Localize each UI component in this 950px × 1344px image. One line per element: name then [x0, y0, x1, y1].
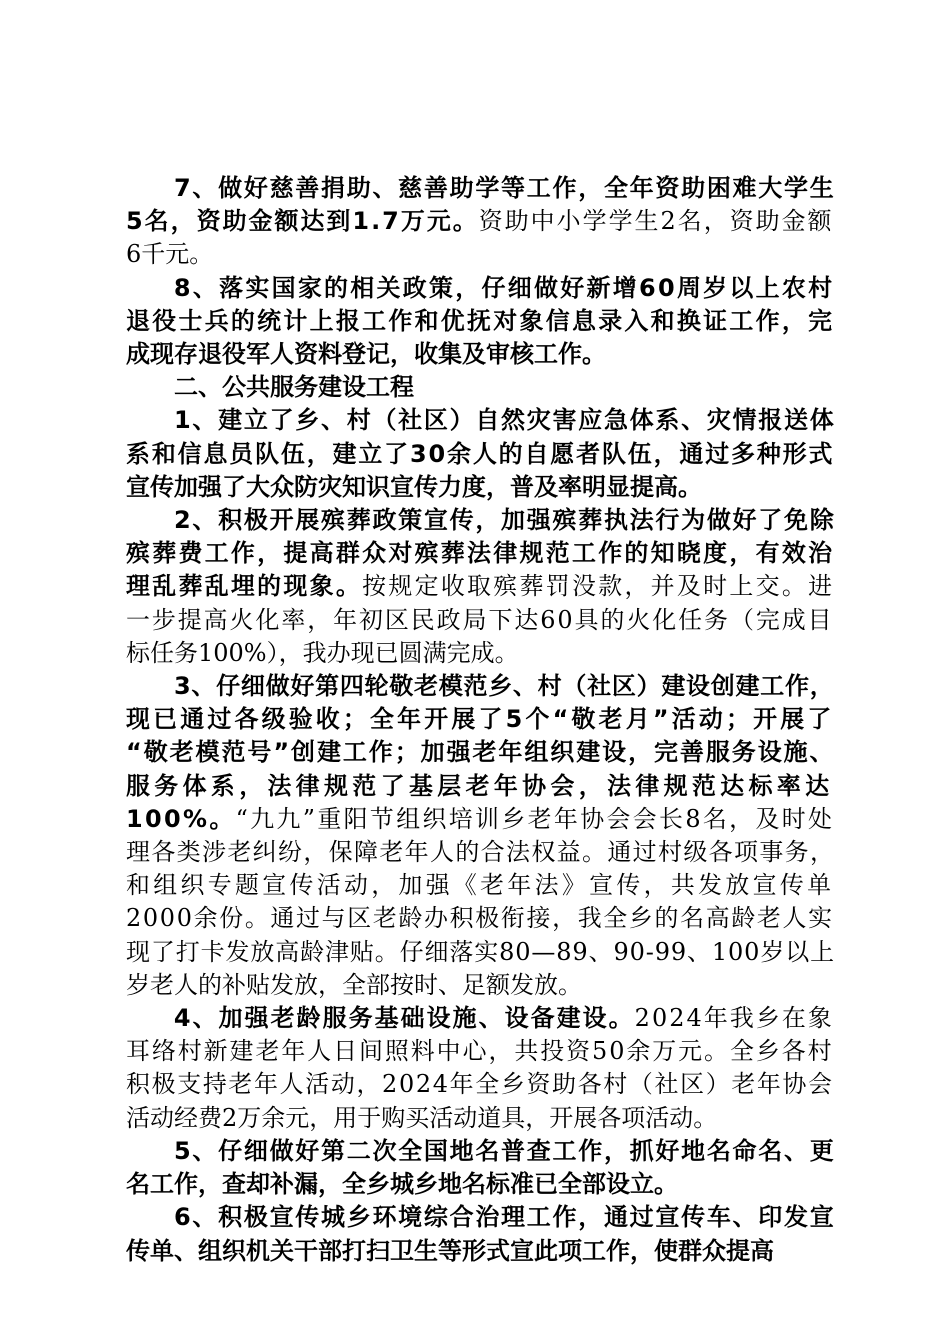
- text-line: [126, 803, 835, 836]
- text-segment: 6千元。: [126, 240, 214, 269]
- text-line: [126, 438, 835, 471]
- document-page: [126, 172, 834, 1268]
- text-line: [126, 604, 832, 637]
- text-line: [126, 770, 834, 803]
- text-line: [126, 670, 834, 703]
- text-segment: 宣传加强了大众防灾知识宣传力度，普及率明显提高。: [126, 472, 702, 501]
- paragraph-s5: [126, 1135, 834, 1201]
- text-segment: 标任务100%），我办现已圆满完成。: [126, 638, 519, 667]
- text-segment: 100%。: [126, 804, 236, 833]
- paragraph-s6: [126, 1201, 834, 1267]
- text-line: [126, 637, 834, 670]
- text-line: [126, 205, 832, 238]
- text-segment: 7、做好慈善捐助、慈善助学等工作，全年资助困难大学生: [174, 174, 836, 202]
- text-line: [126, 936, 834, 969]
- paragraph-s1: [126, 404, 834, 504]
- text-line: [126, 1002, 832, 1035]
- text-line: [126, 1168, 834, 1201]
- text-segment: 理各类涉老纠纷，保障老年人的合法权益。通过村级各项事务，: [126, 838, 836, 867]
- text-segment: 岁老人的补贴发放，全部按时、足额发放。: [126, 970, 582, 999]
- paragraph-p7: [126, 172, 834, 272]
- text-line: [126, 1102, 834, 1135]
- text-segment: 1、建立了乡、村（社区）自然灾害应急体系、灾情报送体: [174, 406, 836, 435]
- text-segment: 传单、组织机关干部打扫卫生等形式宣此项工作，使群众提高: [126, 1236, 774, 1265]
- text-line: [126, 504, 834, 537]
- text-segment: 名工作，查却补漏，全乡城乡地名标准已全部设立。: [126, 1170, 678, 1199]
- text-line: [126, 869, 835, 902]
- paragraph-s4: [126, 1002, 834, 1135]
- text-segment: 4、加强老龄服务基础设施、设备建设。: [173, 1004, 635, 1033]
- paragraph-p8: [126, 272, 834, 372]
- text-line: [126, 1235, 834, 1268]
- text-segment: 5名，资助金额达到1.7万元。: [126, 207, 479, 236]
- text-line: [126, 338, 834, 371]
- text-line: [126, 836, 834, 869]
- text-segment: 现已通过各级验收；全年开展了5个“敬老月”活动；开展了: [126, 705, 835, 734]
- paragraph-h2: [126, 371, 834, 404]
- text-segment: 2000余份。通过与区老龄办积极衔接，我全乡的名高龄老人实: [126, 904, 834, 933]
- text-segment: 5、仔细做好第二次全国地名普查工作，抓好地名命名、更: [174, 1136, 836, 1165]
- text-segment: 资助中小学学生2名，资助金额: [478, 207, 834, 236]
- text-segment: 耳络村新建老年人日间照料中心，共投资50余万元。全乡各村: [126, 1037, 834, 1066]
- text-line: [126, 537, 835, 570]
- text-line: [126, 1068, 832, 1101]
- text-line: [126, 172, 834, 205]
- text-line: [126, 736, 834, 769]
- text-line: [126, 404, 834, 437]
- text-line: [126, 238, 834, 271]
- text-line: [126, 371, 834, 404]
- text-segment: 和组织专题宣传活动，加强《老年法》宣传，共发放宣传单: [126, 871, 835, 900]
- text-line: [126, 969, 834, 1002]
- text-segment: 2024年我乡在象: [634, 1004, 834, 1033]
- text-segment: 成现存退役军人资料登记，收集及审核工作。: [126, 340, 606, 369]
- text-line: [126, 272, 835, 305]
- text-line: [126, 1035, 832, 1068]
- text-segment: “九九”重阳节组织培训乡老年协会会长8名，及时处: [235, 804, 835, 833]
- text-segment: 殡葬费工作，提高群众对殡葬法律规范工作的知晓度，有效治: [126, 539, 835, 568]
- text-segment: 按规定收取殡葬罚没款，并及时上交。进: [362, 572, 835, 601]
- text-segment: 一步提高火化率，年初区民政局下达60具的火化任务（完成目: [126, 605, 834, 634]
- text-line: [126, 305, 835, 338]
- text-segment: 积极支持老年人活动，2024年全乡资助各村（社区）老年协会: [126, 1070, 834, 1099]
- text-segment: 3、仔细做好第四轮敬老模范乡、村（社区）建设创建工作，: [174, 672, 835, 701]
- text-line: [126, 1135, 834, 1168]
- text-segment: 6、积极宣传城乡环境综合治理工作，通过宣传车、印发宣: [174, 1203, 836, 1232]
- text-line: [126, 570, 835, 603]
- text-segment: 服务体系，法律规范了基层老年协会，法律规范达标率达: [126, 771, 834, 800]
- text-line: [126, 1201, 834, 1234]
- text-segment: 理乱葬乱埋的现象。: [126, 572, 363, 601]
- paragraph-s2: [126, 504, 834, 670]
- text-segment: 活动经费2万余元，用于购买活动道具，开展各项活动。: [126, 1103, 718, 1132]
- paragraph-s3: [126, 670, 834, 1002]
- text-segment: 现了打卡发放高龄津贴。仔细落实80—89、90-99、100岁以上: [126, 937, 835, 966]
- text-line: [126, 902, 832, 935]
- text-segment: 系和信息员队伍，建立了30余人的自愿者队伍，通过多种形式: [126, 439, 835, 468]
- text-segment: 2、积极开展殡葬政策宣传，加强殡葬执法行为做好了免除: [174, 506, 836, 535]
- text-segment: 8、落实国家的相关政策，仔细做好新增60周岁以上农村: [173, 273, 835, 302]
- text-line: [126, 471, 834, 504]
- text-line: [126, 703, 835, 736]
- text-segment: “敬老模范号”创建工作；加强老年组织建设，完善服务设施、: [126, 738, 836, 767]
- text-segment: 退役士兵的统计上报工作和优抚对象信息录入和换证工作，完: [126, 306, 835, 335]
- text-segment: 二、公共服务建设工程: [174, 373, 414, 402]
